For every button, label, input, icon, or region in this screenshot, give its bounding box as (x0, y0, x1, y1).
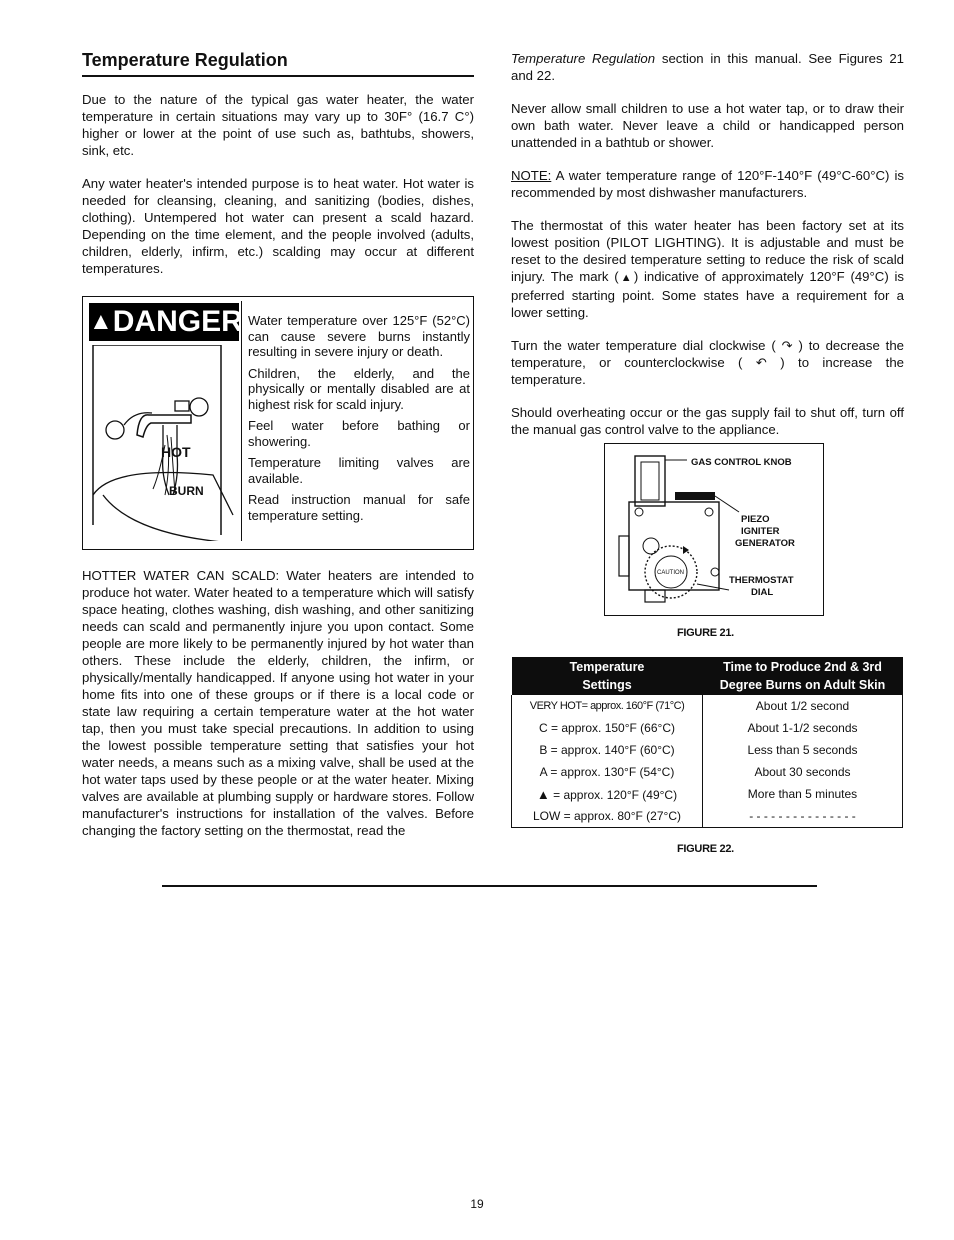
table-header-row (512, 657, 903, 695)
setting-cell: VERY HOT= approx. 160°F (71°C) (512, 695, 703, 717)
table-row (512, 739, 903, 761)
paragraph-thermostat-factory-setting: The thermostat of this water heater has been factory set at its lowest position (PILOT LIGHTING). It is adjustable and must be reset to the desired temperature setting to reduce the risk of scald injury. The mark (▲) indicative of approximately 120°F (49°C) is preferred starting point. Some states have a requirement for a lower setting. (511, 218, 905, 320)
figure-22-scald-table (511, 657, 903, 828)
counterclockwise-arrow-icon: ↶ (742, 355, 781, 370)
paragraph-temperature-variance: Due to the nature of the typical gas water heater, the water temperature in certain situations may vary up to 30F° (16.7 C°) higher or lower at the point of use such as, bathtubs, showers, sink, etc. (82, 92, 474, 158)
danger-banner: ▲DANGER (89, 303, 239, 341)
danger-warning-box (82, 296, 474, 550)
section-title: Temperature Regulation (82, 50, 474, 77)
piezo-label: PIEZO (741, 514, 770, 525)
setting-cell: ▲ = approx. 120°F (49°C) (512, 783, 703, 805)
danger-item: Temperature limiting valves are available. (248, 455, 470, 486)
setting-cell: B = approx. 140°F (60°C) (512, 739, 703, 761)
paragraph-children-warning: Never allow small children to use a hot water tap, or to draw their own bath water. Never leave a child or handicapped person unattended in a bathtub or shower. (511, 101, 904, 150)
danger-item: Feel water before bathing or showering. (248, 418, 470, 449)
generator-label: GENERATOR (735, 538, 795, 549)
left-column-lower (82, 567, 474, 839)
hot-label: HOT (161, 444, 191, 460)
danger-item: Children, the elderly, and the physically or mentally disabled are at highest risk for scald injury. (248, 365, 470, 412)
table-row (512, 805, 903, 828)
figure-21-gas-control (604, 443, 824, 616)
gas-control-knob-label: GAS CONTROL KNOB (691, 457, 792, 468)
bottom-divider (162, 885, 817, 887)
left-column (82, 50, 474, 277)
table-row (512, 695, 903, 717)
figure-22-caption: FIGURE 22. (677, 843, 734, 855)
clockwise-arrow-icon: ↷ (775, 338, 799, 353)
caution-label: CAUTION (657, 570, 684, 576)
danger-item: Read instruction manual for safe temperature setting. (248, 492, 470, 523)
faucet-scald-illustration (89, 345, 239, 541)
time-cell: Less than 5 seconds (703, 739, 903, 761)
setting-cell: A = approx. 130°F (54°C) (512, 761, 703, 783)
header-burn-time: Time to Produce 2nd & 3rd Degree Burns on Adult Skin (703, 657, 903, 695)
table-row (512, 717, 903, 739)
warning-triangle-icon: ▲ (89, 308, 113, 335)
paragraph-see-figures: Temperature Regulation section in this manual. See Figures 21 and 22. (511, 51, 904, 83)
time-cell: About 1/2 second (703, 695, 903, 717)
setting-cell: C = approx. 150°F (66°C) (512, 717, 703, 739)
time-cell: About 1-1/2 seconds (703, 717, 903, 739)
dial-label: DIAL (751, 587, 774, 598)
triangle-mark-icon: ▲ (536, 786, 550, 802)
page-number: 19 (470, 1197, 484, 1211)
table-row (512, 783, 903, 805)
time-cell: More than 5 minutes (703, 783, 903, 805)
danger-text-list (241, 301, 470, 541)
setting-cell: LOW = approx. 80°F (27°C) (512, 805, 703, 828)
paragraph-overheating: Should overheating occur or the gas supply fail to shut off, turn off the manual gas control valve to the appliance. (511, 405, 904, 437)
figure-21-caption: FIGURE 21. (677, 627, 734, 639)
paragraph-note: NOTE: A water temperature range of 120°F-140°F (49°C-60°C) is recommended by most dishwasher manufacturers. (511, 168, 904, 200)
paragraph-intended-purpose: Any water heater's intended purpose is to heat water. Hot water is needed for cleansing, cleaning, and sanitizing (bodies, dishes, clothing). Untempered hot water can present a scald hazard. Depending on the time element, and the people involved (adults, children, elderly, infirm, etc.) scalding may occur at different temperatures. (82, 176, 474, 276)
danger-item: Water temperature over 125°F (52°C) can cause severe burns instantly resulting in severe injury or death. (248, 313, 470, 359)
burn-label: BURN (169, 484, 204, 498)
triangle-mark-icon: ▲ (618, 272, 634, 284)
right-column (511, 50, 904, 438)
thermostat-label: THERMOSTAT (729, 575, 794, 586)
header-temperature-settings: Temperature Settings (512, 657, 703, 695)
paragraph-dial-direction: Turn the water temperature dial clockwise ( ↷ ) to decrease the temperature, or counterclockwise ( ↶ ) to increase the temperature. (511, 338, 904, 387)
time-cell: About 30 seconds (703, 761, 903, 783)
table-row (512, 761, 903, 783)
paragraph-hotter-water-scald: HOTTER WATER CAN SCALD: Water heaters are intended to produce hot water. Water heated to a temperature which will satisfy space heating, clothes washing, dish washing, and other sanitizing needs can scald and permanently injure you upon contact. Some people are more likely to be permanently injured by hot water than others. These include the elderly, children, the infirm, or physically/mentally handicapped. If anyone using hot water in your home fits into one of these groups or if there is a local code or state law requiring a certain temperature water at the hot water tap, then you must take special precautions. In addition to using the lowest possible temperature setting that satisfies your hot water needs, a means such as a mixing valve, shall be used at the hot water taps used by these people or at the water heater. Mixing valves are available at plumbing supply or hardware stores. Follow manufacturer's instructions for installation of the valves. Before changing the factory setting on the thermostat, read the (82, 568, 474, 838)
igniter-label: IGNITER (741, 526, 780, 537)
gas-control-diagram (605, 444, 823, 615)
time-cell: - - - - - - - - - - - - - - - (703, 805, 903, 828)
